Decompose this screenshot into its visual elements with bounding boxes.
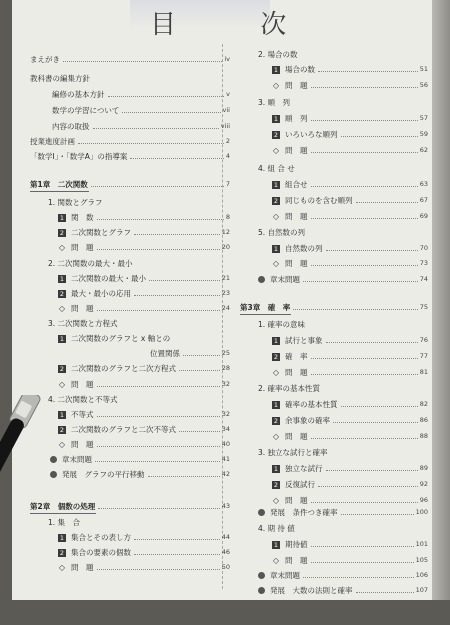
toc-entry-title: 集合とその表し方: [71, 533, 131, 542]
leader-dots: [91, 186, 224, 187]
leader-dots: [95, 461, 220, 462]
right-toc-entry: [272, 194, 428, 207]
diamond-icon: ◇: [58, 242, 66, 252]
leader-dots: [341, 136, 418, 137]
toc-entry-title: 「数学Ⅰ」・「数学A」の指導案: [30, 152, 128, 161]
left-toc-entry: [30, 500, 230, 513]
page-number: 62: [419, 146, 428, 154]
page-number: 105: [415, 556, 428, 564]
page-number: 57: [419, 114, 428, 122]
toc-entry-title: 位置関係: [150, 349, 180, 358]
left-toc-entry: [58, 287, 230, 300]
numbered-square-icon: 1: [59, 274, 65, 283]
page-number: 43: [221, 502, 230, 510]
right-toc-entry: [272, 79, 428, 92]
left-toc-entry: [58, 546, 230, 559]
left-toc-entry: [48, 516, 230, 529]
leader-dots: [311, 562, 414, 563]
toc-entry-title: 3. 順 列: [258, 98, 291, 107]
page-number: 101: [415, 540, 428, 548]
toc-entry-title: 最大・最小の応用: [71, 289, 131, 298]
leader-dots: [97, 219, 224, 220]
toc-entry-title: 問 題: [285, 81, 308, 90]
page-number: 34: [221, 425, 230, 433]
numbered-square-icon: 1: [273, 464, 279, 473]
leader-dots: [311, 546, 414, 547]
numbered-square-icon: 1: [59, 410, 65, 419]
right-toc-entry: [272, 63, 428, 76]
toc-entry-title: 2. 場合の数: [258, 50, 298, 59]
page-number: 32: [221, 410, 230, 418]
numbered-square-icon: 2: [273, 130, 279, 139]
right-toc-entry: [258, 226, 428, 239]
left-toc-entry: [30, 178, 230, 191]
leader-dots: [134, 234, 220, 235]
page-number: 96: [419, 496, 428, 504]
leader-dots: [63, 61, 222, 62]
toc-entry-title: 発展 条件つき確率: [270, 508, 338, 517]
left-toc-entry: [52, 104, 230, 117]
page-number: 51: [419, 65, 428, 73]
diamond-icon: ◇: [272, 211, 280, 221]
diamond-icon: ◇: [272, 495, 280, 505]
numbered-square-icon: 1: [273, 540, 279, 549]
right-toc-entry: [272, 128, 428, 141]
toc-entry-title: 第1章 二次関数: [30, 178, 89, 192]
page-number: 92: [419, 480, 428, 488]
page-number: 23: [221, 289, 230, 297]
page-number: 4: [225, 152, 230, 160]
leader-dots: [311, 186, 418, 187]
right-toc-entry: [272, 366, 428, 379]
toc-entry-title: 問 題: [285, 212, 308, 221]
leader-dots: [303, 281, 418, 282]
left-toc-entry: [58, 272, 230, 285]
leader-dots: [318, 71, 418, 72]
page-number: v: [226, 90, 230, 98]
right-toc-entry: [272, 350, 428, 363]
page-number: 20: [221, 243, 230, 251]
toc-entry-title: 独立な試行: [285, 464, 323, 473]
leader-dots: [93, 128, 219, 129]
numbered-square-icon: 1: [273, 65, 279, 74]
right-toc-entry: [272, 210, 428, 223]
left-toc-entry: [50, 468, 230, 481]
left-toc-entry: [58, 561, 230, 574]
toc-entry-title: 確 率: [285, 352, 308, 361]
toc-entry-title: 章末問題: [270, 571, 300, 580]
leader-dots: [356, 592, 414, 593]
toc-entry-title: 4. 期 待 値: [258, 524, 295, 533]
right-toc-entry: [272, 334, 428, 347]
page-number: 8: [225, 213, 230, 221]
leader-dots: [183, 355, 220, 356]
left-toc-entry: [30, 135, 230, 148]
leader-dots: [78, 143, 224, 144]
right-toc-entry: [272, 554, 428, 567]
page-number: 28: [221, 364, 230, 372]
leader-dots: [311, 87, 418, 88]
leader-dots: [311, 374, 418, 375]
toc-entry-title: 4. 二次関数と不等式: [48, 395, 118, 404]
leader-dots: [311, 265, 418, 266]
page-number: 69: [419, 212, 428, 220]
leader-dots: [97, 249, 220, 250]
toc-entry-title: 2. 確率の基本性質: [258, 384, 321, 393]
right-toc-entry: [258, 162, 428, 175]
page-number: 41: [221, 455, 230, 463]
page-number: 59: [419, 130, 428, 138]
page-number: 81: [419, 368, 428, 376]
left-toc-entry: [48, 257, 230, 270]
numbered-square-icon: 1: [273, 180, 279, 189]
diamond-icon: ◇: [58, 379, 66, 389]
diamond-icon: ◇: [272, 145, 280, 155]
toc-entry-title: 組合せ: [285, 180, 308, 189]
right-toc-entry: [258, 382, 428, 395]
toc-entry-title: 授業進度計画: [30, 137, 75, 146]
page-number: 77: [419, 352, 428, 360]
right-toc-entry: [272, 414, 428, 427]
toc-entry-title: 発展 大数の法則と確率: [270, 586, 353, 595]
numbered-square-icon: 1: [273, 400, 279, 409]
toc-entry-title: 場合の数: [285, 65, 315, 74]
left-toc-entry: [58, 302, 230, 315]
page-number: 12: [221, 228, 230, 236]
toc-entry-title: 数学の学習について: [52, 106, 120, 115]
leader-dots: [341, 514, 414, 515]
diamond-icon: ◇: [58, 303, 66, 313]
toc-entry-title: 関 数: [71, 213, 94, 222]
leader-dots: [97, 416, 220, 417]
toc-entry-title: 章末問題: [62, 455, 92, 464]
toc-entry-title: 問 題: [285, 259, 308, 268]
toc-entry-title: 問 題: [285, 496, 308, 505]
numbered-square-icon: 1: [59, 213, 65, 222]
page-number: 75: [419, 303, 428, 311]
toc-entry-title: 2. 二次関数の最大・最小: [48, 259, 133, 268]
toc-entry-title: 二次関数のグラフと x 軸との: [71, 334, 171, 343]
numbered-square-icon: 1: [273, 336, 279, 345]
numbered-square-icon: 2: [59, 425, 65, 434]
page-number: 25: [221, 349, 230, 357]
numbered-square-icon: 2: [59, 228, 65, 237]
numbered-square-icon: 2: [273, 196, 279, 205]
toc-entry-title: 第2章 個数の処理: [30, 500, 96, 514]
left-toc-entry: [58, 378, 230, 391]
right-toc-entry: [272, 462, 428, 475]
leader-dots: [149, 280, 220, 281]
page-title: 目 次: [150, 10, 325, 40]
page-number: 107: [415, 586, 428, 594]
toc-entry-title: 1. 集 合: [48, 518, 81, 527]
diamond-icon: ◇: [272, 80, 280, 90]
toc-entry-title: 自然数の列: [285, 244, 323, 253]
left-toc-entry: [30, 72, 230, 85]
left-toc-entry: [48, 196, 230, 209]
left-toc-entry: [30, 53, 230, 66]
leader-dots: [122, 112, 220, 113]
toc-entry-title: 試行と事象: [285, 336, 323, 345]
left-toc-entry: [58, 362, 230, 375]
toc-entry-title: 1. 関数とグラフ: [48, 198, 103, 207]
toc-entry-title: 4. 組 合 せ: [258, 164, 295, 173]
right-toc-entry: [258, 569, 428, 582]
toc-entry-title: 発展 グラフの平行移動: [62, 470, 145, 479]
diamond-icon: ◇: [272, 555, 280, 565]
page-number: 70: [419, 244, 428, 252]
leader-dots: [293, 309, 418, 310]
toc-entry-title: まえがき: [30, 55, 60, 64]
page-number: 46: [221, 548, 230, 556]
leader-dots: [97, 569, 220, 570]
leader-dots: [326, 470, 418, 471]
toc-entry-title: 章末問題: [270, 275, 300, 284]
left-toc-entry: [52, 120, 230, 133]
diamond-icon: ◇: [272, 367, 280, 377]
bullet-circle-icon: [258, 587, 265, 594]
leader-dots: [311, 438, 418, 439]
page-number: 100: [415, 508, 428, 516]
right-toc-entry: [272, 538, 428, 551]
toc-entry-title: 二次関数の最大・最小: [71, 274, 146, 283]
toc-entry-title: 問 題: [285, 146, 308, 155]
right-toc-entry: [258, 584, 428, 597]
leader-dots: [326, 342, 418, 343]
diamond-icon: ◇: [272, 431, 280, 441]
bullet-circle-icon: [258, 276, 265, 283]
page-number: 82: [419, 400, 428, 408]
toc-entry-title: 1. 確率の意味: [258, 320, 306, 329]
page-number: 44: [221, 533, 230, 541]
leader-dots: [134, 539, 220, 540]
toc-entry-title: 内容の取扱: [52, 122, 90, 131]
toc-entry-title: 教科書の編集方針: [30, 74, 90, 83]
right-toc-entry: [258, 522, 428, 535]
toc-entry-title: 二次関数のグラフと二次方程式: [71, 364, 176, 373]
diamond-icon: ◇: [272, 258, 280, 268]
numbered-square-icon: 2: [59, 289, 65, 298]
numbered-square-icon: 2: [273, 480, 279, 489]
toc-entry-title: 問 題: [71, 243, 94, 252]
left-toc-entry: [58, 531, 230, 544]
page-number: 32: [221, 380, 230, 388]
page-number: 50: [221, 563, 230, 571]
toc-entry-title: 確率の基本性質: [285, 400, 338, 409]
left-toc-entry: [58, 226, 230, 239]
right-toc-entry: [258, 96, 428, 109]
page-number: 63: [419, 180, 428, 188]
page-number: viii: [220, 122, 230, 130]
adjacent-page-edge: [432, 0, 450, 600]
diamond-icon: ◇: [58, 439, 66, 449]
left-toc-entry: [58, 423, 230, 436]
leader-dots: [108, 96, 225, 97]
leader-dots: [97, 310, 220, 311]
left-toc-entry: [58, 332, 230, 345]
leader-dots: [303, 577, 414, 578]
left-toc-entry: [58, 408, 230, 421]
right-toc-entry: [272, 242, 428, 255]
toc-entry-title: 問 題: [285, 368, 308, 377]
page-number: 76: [419, 336, 428, 344]
toc-entry-title: 順 列: [285, 114, 308, 123]
page-number: 106: [415, 571, 428, 579]
leader-dots: [97, 386, 220, 387]
leader-dots: [341, 406, 418, 407]
page-number: 88: [419, 432, 428, 440]
page-number: 86: [419, 416, 428, 424]
leader-dots: [318, 486, 418, 487]
right-toc-entry: [272, 478, 428, 491]
numbered-square-icon: 1: [59, 533, 65, 542]
leader-dots: [311, 502, 418, 503]
right-toc-entry: [272, 398, 428, 411]
right-toc-entry: [272, 112, 428, 125]
bullet-circle-icon: [258, 572, 265, 579]
leader-dots: [326, 250, 418, 251]
leader-dots: [179, 431, 220, 432]
page-number: vii: [222, 106, 230, 114]
toc-entry-title: 編修の基本方針: [52, 90, 105, 99]
toc-entry-title: 集合の要素の個数: [71, 548, 131, 557]
leader-dots: [311, 120, 418, 121]
page-number: 73: [419, 259, 428, 267]
numbered-square-icon: 2: [59, 548, 65, 557]
bullet-circle-icon: [258, 509, 265, 516]
right-toc-entry: [258, 273, 428, 286]
leader-dots: [134, 554, 220, 555]
left-toc-entry: [52, 88, 230, 101]
left-toc-entry: [58, 241, 230, 254]
leader-dots: [97, 446, 220, 447]
toc-entry-title: 3. 二次関数と方程式: [48, 319, 118, 328]
leader-dots: [134, 295, 220, 296]
toc-entry-title: 問 題: [71, 304, 94, 313]
toc-entry-title: 二次関数とグラフ: [71, 228, 131, 237]
leader-dots: [148, 476, 220, 477]
right-toc-entry: [272, 430, 428, 443]
numbered-square-icon: 2: [273, 352, 279, 361]
left-toc-entry: [58, 438, 230, 451]
page-number: 74: [419, 275, 428, 283]
leader-dots: [179, 370, 220, 371]
numbered-square-icon: 1: [273, 114, 279, 123]
toc-entry-title: 問 題: [285, 556, 308, 565]
toc-entry-title: 3. 独立な試行と確率: [258, 448, 328, 457]
page-number: 24: [221, 304, 230, 312]
page-number: 42: [221, 470, 230, 478]
left-toc-entry: [30, 150, 230, 163]
leader-dots: [98, 508, 220, 509]
toc-entry-title: 問 題: [71, 440, 94, 449]
leader-dots: [311, 152, 418, 153]
toc-entry-title: 二次関数のグラフと二次不等式: [71, 425, 176, 434]
toc-entry-title: 期待値: [285, 540, 308, 549]
leader-dots: [311, 218, 418, 219]
page-number: iv: [224, 55, 230, 63]
left-toc-entry: [58, 211, 230, 224]
toc-entry-title: 問 題: [71, 563, 94, 572]
page-number: 21: [221, 274, 230, 282]
right-toc-entry: [258, 318, 428, 331]
toc-entry-title: 同じものを含む順列: [285, 196, 353, 205]
toc-entry-title: 5. 自然数の列: [258, 228, 306, 237]
page-number: 67: [419, 196, 428, 204]
right-toc-entry: [272, 178, 428, 191]
right-toc-entry: [272, 144, 428, 157]
right-toc-entry: [258, 446, 428, 459]
page-number: 40: [221, 440, 230, 448]
page-number: 2: [225, 137, 230, 145]
toc-entry-title: いろいろな順列: [285, 130, 338, 139]
toc-entry-title: 問 題: [71, 380, 94, 389]
right-toc-entry: [258, 48, 428, 61]
leader-dots: [333, 422, 418, 423]
right-toc-entry: [258, 506, 428, 519]
toc-entry-title: 余事象の確率: [285, 416, 330, 425]
left-toc-entry: [150, 347, 230, 360]
right-toc-entry: [272, 257, 428, 270]
leader-dots: [356, 202, 418, 203]
left-toc-entry: [48, 317, 230, 330]
numbered-square-icon: 2: [273, 416, 279, 425]
toc-entry-title: 不等式: [71, 410, 94, 419]
toc-entry-title: 第3章 確 率: [240, 301, 291, 315]
toc-entry-title: 問 題: [285, 432, 308, 441]
left-toc-entry: [48, 393, 230, 406]
left-toc-entry: [50, 453, 230, 466]
numbered-square-icon: 1: [273, 244, 279, 253]
toc-entry-title: 反復試行: [285, 480, 315, 489]
leader-dots: [311, 358, 418, 359]
numbered-square-icon: 2: [59, 364, 65, 373]
pen-icon: [0, 395, 60, 625]
diamond-icon: ◇: [58, 562, 66, 572]
leader-dots: [130, 158, 224, 159]
page-number: 7: [225, 180, 230, 188]
right-toc-entry: [240, 301, 428, 314]
numbered-square-icon: 1: [59, 334, 65, 343]
page-number: 89: [419, 464, 428, 472]
page-number: 56: [419, 81, 428, 89]
